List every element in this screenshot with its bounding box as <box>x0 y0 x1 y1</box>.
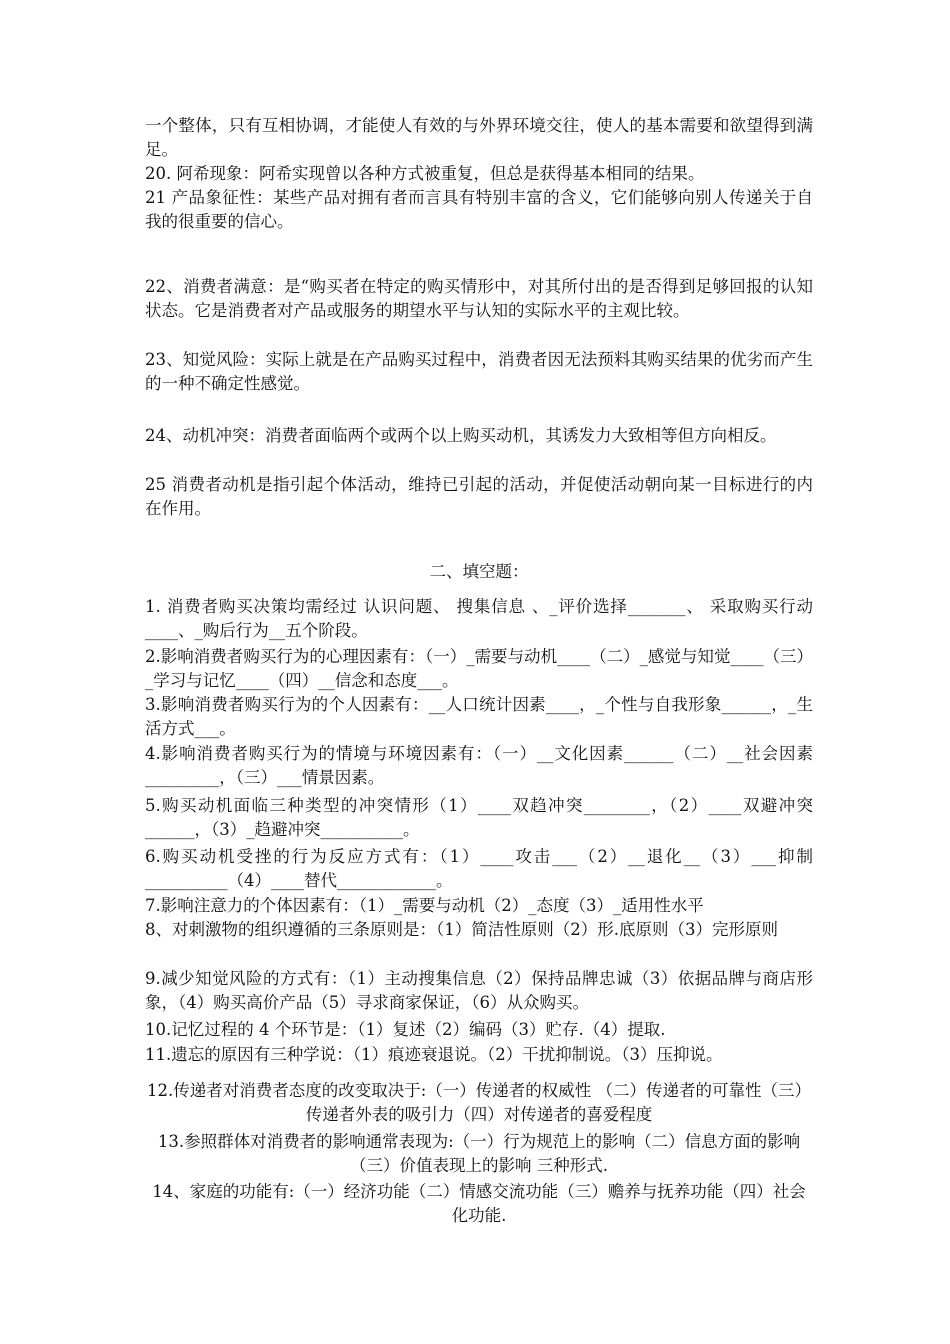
question-1: 1. 消费者购买决策均需经过 认识问题、 搜集信息 、_评价选择_______、 采取购买行动 ____、_购后行为__五个阶段。 <box>145 597 813 640</box>
definition-22: 22、消费者满意：是“购买者在特定的购买情形中，对其所付出的是否得到足够回报的认知状态。它是消费者对产品或服务的期望水平与认知的实际水平的主观比较。 <box>145 277 813 320</box>
definition-24: 24、动机冲突：消费者面临两个或两个以上购买动机，其诱发力大致相等但方向相反。 <box>145 426 777 445</box>
question-14: 14、家庭的功能有:（一）经济功能（二）情感交流功能（三）赡养与抚养功能（四）社会化功能. <box>152 1182 806 1225</box>
definition-25: 25 消费者动机是指引起个体活动，维持已引起的活动，并促使活动朝向某一目标进行的内在作用。 <box>145 475 813 518</box>
question-7: 7.影响注意力的个体因素有：（1）_需要与动机（2）_态度（3）_适用性水平 <box>145 896 704 915</box>
definition-23: 23、知觉风险：实际上就是在产品购买过程中，消费者因无法预料其购买结果的优劣而产生的一种不确定性感觉。 <box>145 350 813 393</box>
question-3: 3.影响消费者购买行为的个人因素有：__人口统计因素____，_个性与自我形象______，_生活方式___。 <box>145 695 813 738</box>
question-10: 10.记忆过程的 4 个环节是：（1）复述（2）编码（3）贮存.（4）提取. <box>145 1020 666 1039</box>
question-13: 13.参照群体对消费者的影响通常表现为:（一）行为规范上的影响（二）信息方面的影响（三）价值表现上的影响 三种形式. <box>157 1132 801 1175</box>
question-5: 5.购买动机面临三种类型的冲突情形（1）____双趋冲突________，（2）____双避冲突______，（3）_趋避冲突__________。 <box>145 796 813 839</box>
question-2: 2.影响消费者购买行为的心理因素有：（一）_需要与动机____（二）_感觉与知觉____（三）_学习与记忆____（四）__信念和态度___。 <box>145 647 813 690</box>
question-9: 9.减少知觉风险的方式有：（1）主动搜集信息（2）保持品牌忠诚（3）依据品牌与商店形象，（4）购买高价产品（5）寻求商家保证，（6）从众购买。 <box>145 969 813 1012</box>
question-8: 8、对刺激物的组织遵循的三条原则是：（1）简洁性原则（2）形.底原则（3）完形原则 <box>145 920 778 939</box>
question-6: 6.购买动机受挫的行为反应方式有：（1）____攻击___（2）__退化__（3）___抑制__________（4）____替代____________。 <box>145 847 813 890</box>
question-11: 11.遗忘的原因有三种学说：（1）痕迹衰退说。（2）干扰抑制说。（3）压抑说。 <box>145 1045 723 1064</box>
question-4: 4.影响消费者购买行为的情境与环境因素有：（一）__文化因素______（二）__社会因素_________，（三）___情景因素。 <box>145 744 813 787</box>
definition-continuation: 一个整体，只有互相协调，才能使人有效的与外界环境交往，使人的基本需要和欲望得到满足。 <box>145 116 813 159</box>
definition-20: 20. 阿希现象：阿希实现曾以各种方式被重复，但总是获得基本相同的结果。 <box>145 164 705 183</box>
question-12: 12.传递者对消费者态度的改变取决于:（一）传递者的权威性 （二）传递者的可靠性（三）传递者外表的吸引力（四）对传递者的喜爱程度 <box>146 1081 812 1124</box>
section-heading-fill-in: 二、填空题： <box>429 562 529 581</box>
definition-21: 21 产品象征性：某些产品对拥有者而言具有特别丰富的含义，它们能够向别人传递关于自我的很重要的信心。 <box>145 188 813 231</box>
